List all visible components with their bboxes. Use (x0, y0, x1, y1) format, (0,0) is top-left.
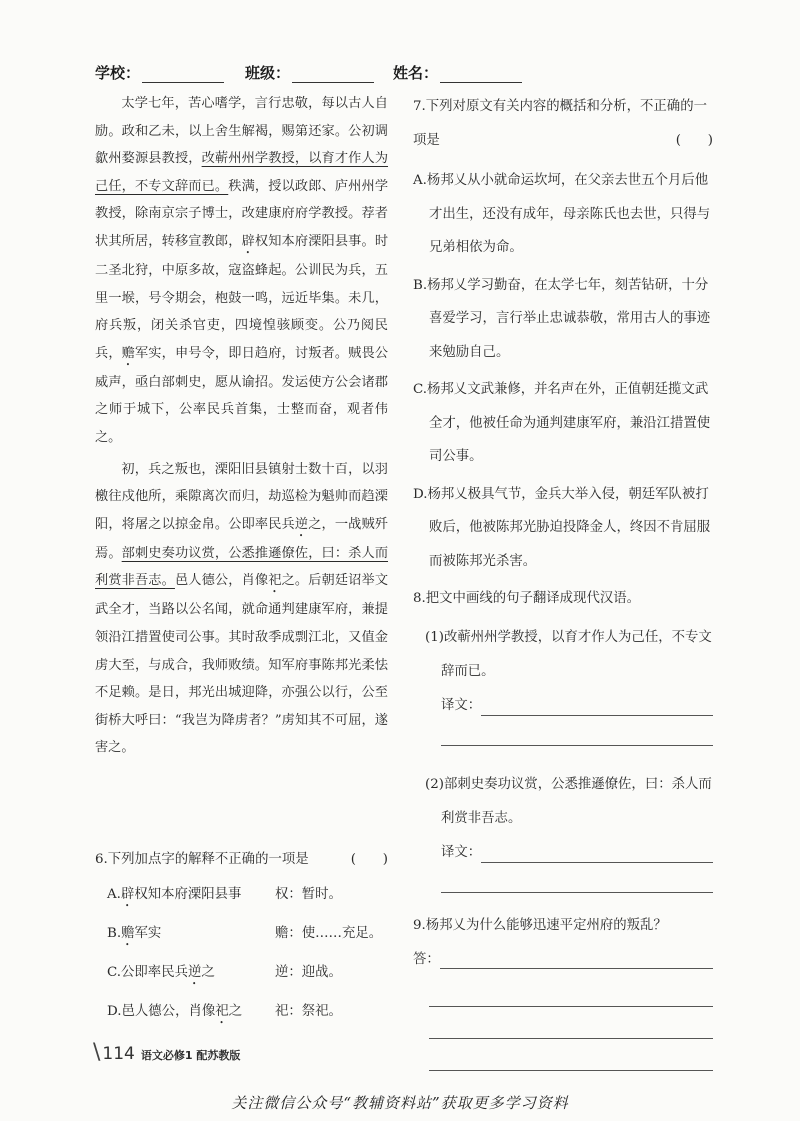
answer-line[interactable] (441, 891, 713, 893)
name-label: 姓名： (393, 64, 439, 82)
divider-slash: \ (93, 1040, 101, 1065)
class-blank[interactable] (292, 66, 374, 83)
answer-bracket[interactable]: ( ) (350, 852, 388, 867)
class-label: 班级： (245, 64, 291, 82)
option-prefix: D. (107, 1004, 122, 1019)
question-6-text: 6.下列加点字的解释不正确的一项是 (95, 852, 309, 867)
dotted-char: 辟 (120, 887, 135, 902)
option-text: 邑人德公，肖像 (121, 1004, 216, 1019)
option-a[interactable] (107, 875, 388, 914)
translation-label: 译文： (441, 698, 482, 713)
passage-text: 权知本府溧阳县事。时二圣北狩，中原多故，寇盗蜂起。公训民为兵，五里一堠，号令期会，枹鼓一鸣，远近毕集。未几，府兵叛，闭关杀官吏，四境惶骇顾变。公乃阅民兵， (95, 233, 389, 361)
option-d[interactable]: D.杨邦乂极具气节，金兵大举入侵，朝廷军队被打败后，他被陈邦光胁迫投降金人，终因不肯屈服而被陈邦光杀害。 (413, 486, 711, 569)
answer-line[interactable] (441, 744, 713, 746)
class-field (245, 62, 374, 83)
school-field (95, 62, 224, 83)
passage-text: 邑人德公，肖像 (174, 573, 269, 589)
watermark-note: 关注微信公众号“教辅资料站”获取更多学习资料 (231, 1094, 569, 1112)
name-blank[interactable] (440, 66, 522, 83)
right-column (413, 90, 713, 1071)
option-c[interactable] (107, 953, 388, 992)
option-text: 公即率民兵 (121, 965, 188, 980)
underlined-sentence-2: 部刺史奏功议赏，公悉推遜僚佐，曰：杀人而利赏非吾志。 (95, 545, 389, 589)
option-gloss: 赡：使……充足。 (275, 926, 383, 941)
passage-text: 之，一战贼歼焉。 (95, 516, 389, 561)
passage-text: 初，兵之叛也，溧阳旧县镇射士数十百，以羽檄往戍他所，乘隙离次而归，劫巡检为魁帅而趋溧阳，将屠之以掠金帛。公即率民兵 (95, 461, 388, 532)
sentence-1: (1)改蕲州州学教授，以育才作人为己任，不专文辞而已。 (425, 630, 712, 679)
passage (95, 90, 388, 762)
option-b[interactable]: B.杨邦乂学习勤奋，在太学七年，刻苦钻研，十分喜爱学习，言行举止忠诚恭敬，常用古人的事迹来勉励自己。 (413, 277, 711, 360)
passage-text: 之。后朝廷诏举文武全才，当路以公名闻，就命通判建康军府，兼提领沿江措置使司公事。其时敌季成剽江北，又值金虏大至，与成合，我师败绩。知军府事陈邦光柔怯不足赖。是日，邦光出城迎降，亦强公以行，公至街桥大呼曰：“我岂为降虏者？”虏知其不可屈，遂害之。 (95, 573, 389, 756)
answer-line[interactable] (440, 967, 713, 969)
dotted-char: 祀 (268, 573, 282, 589)
option-prefix: C. (107, 965, 122, 980)
answer-line[interactable] (429, 1037, 713, 1039)
question-7-stem (413, 90, 713, 158)
question-6-stem (95, 845, 388, 875)
page-number: 114 (102, 1044, 135, 1064)
dotted-char: 辟 (241, 233, 255, 249)
option-text: 之 (228, 1004, 243, 1019)
dotted-char: 赡 (121, 926, 135, 941)
translation-1-row (441, 688, 713, 722)
passage-paragraph-2 (95, 456, 388, 762)
option-prefix: B. (107, 926, 122, 941)
question-7-text: 7.下列对原文有关内容的概括和分析，不正确的一项是 (413, 99, 707, 148)
passage-text: 军实，申号令，即日趋府，讨叛者。贼畏公威声，亟白部刺史，愿从谕招。发运使方公会诸郡之师于城下，公率民兵首集，士整而奋，观者伟之。 (95, 345, 389, 445)
question-8-stem: 8.把文中画线的句子翻译成现代汉语。 (413, 591, 641, 606)
option-b[interactable] (107, 914, 388, 953)
dotted-char: 逆 (294, 516, 309, 532)
option-c[interactable]: C.杨邦乂文武兼修，并名声在外，正值朝廷揽文武全才，他被任命为通判建康军府，兼沿江措置使司公事。 (413, 382, 711, 464)
option-gloss: 权：暂时。 (275, 887, 342, 902)
option-prefix: A. (107, 887, 121, 902)
translation-label: 译文： (441, 845, 482, 860)
answer-row (413, 941, 713, 975)
passage-text: 秩满，授以政郎、庐州州学教授，除南京宗子博士，改建康府府学教授。荐者状其所居，转移宣教郎， (95, 178, 389, 249)
name-field (393, 62, 522, 83)
school-label: 学校： (95, 64, 141, 82)
question-7 (413, 90, 713, 158)
answer-label: 答： (413, 952, 440, 967)
option-text: 军实 (134, 926, 162, 941)
translation-2-row (441, 835, 713, 869)
page-footer (93, 1040, 240, 1065)
dotted-char: 祀 (215, 1004, 229, 1019)
passage-paragraph-1 (95, 90, 388, 452)
sentence-2: (2)部刺史奏功议赏，公悉推遜僚佐，曰：杀人而利赏非吾志。 (425, 777, 712, 826)
option-text: 之 (201, 965, 215, 980)
answer-line[interactable] (429, 1005, 713, 1007)
option-d[interactable] (107, 992, 388, 1031)
question-9-stem: 9.杨邦乂为什么能够迅速平定州府的叛乱？ (413, 918, 667, 933)
option-gloss: 祀：祭祀。 (275, 1004, 342, 1019)
dotted-char: 赡 (121, 345, 135, 361)
answer-bracket[interactable]: ( ) (675, 133, 713, 148)
question-8 (413, 582, 713, 893)
answer-line[interactable] (481, 861, 713, 863)
book-title: 语文必修1 配苏教版 (140, 1049, 241, 1062)
question-6 (95, 845, 388, 1031)
answer-line[interactable] (481, 714, 713, 716)
option-a[interactable]: A.杨邦乂从小就命运坎坷，在父亲去世五个月后他才出生，还没有成年，母亲陈氏也去世，只得与兄弟相依为命。 (413, 173, 711, 255)
dotted-char: 逆 (187, 965, 202, 980)
question-9 (413, 911, 713, 1071)
answer-line[interactable] (429, 1069, 713, 1071)
school-blank[interactable] (142, 66, 224, 83)
option-gloss: 逆：迎战。 (275, 965, 342, 980)
underlined-sentence-1: 改蕲州州学教授，以育才作人为己任，不专文辞而已。 (95, 151, 389, 194)
passage-text: 太学七年，苦心嗜学，言行忠敬，每以古人自励。政和乙未，以上舍生解褐，赐第还家。公初调歙州婺源县教授， (95, 96, 388, 167)
option-text: 权知本府溧阳县事 (134, 887, 242, 902)
